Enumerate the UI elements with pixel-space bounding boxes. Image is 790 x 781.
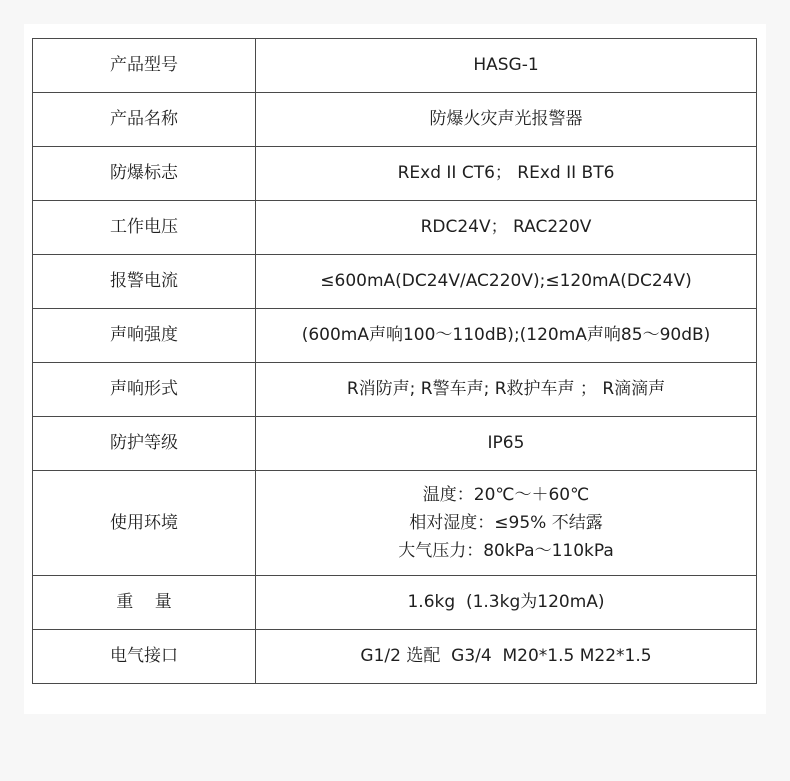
row-label: 使用环境 bbox=[33, 471, 256, 576]
table-row bbox=[33, 201, 757, 255]
row-value: RExd II CT6； RExd II BT6 bbox=[256, 147, 757, 201]
row-value: 防爆火灾声光报警器 bbox=[256, 93, 757, 147]
row-value: R消防声; R警车声; R救护车声 ； R滴滴声 bbox=[256, 363, 757, 417]
table-row bbox=[33, 255, 757, 309]
temperature-line: 温度：20℃～＋60℃ bbox=[422, 484, 590, 505]
table-row bbox=[33, 471, 757, 576]
humidity-line: 相对湿度：≤95% 不结露 bbox=[409, 512, 603, 533]
row-value: ≤600mA(DC24V/AC220V);≤120mA(DC24V) bbox=[256, 255, 757, 309]
row-value: G1/2 选配 G3/4 M20*1.5 M22*1.5 bbox=[256, 630, 757, 684]
table-row bbox=[33, 630, 757, 684]
table-row bbox=[33, 147, 757, 201]
row-label: 防护等级 bbox=[33, 417, 256, 471]
row-value: HASG-1 bbox=[256, 39, 757, 93]
table-row bbox=[33, 576, 757, 630]
row-label: 声响强度 bbox=[33, 309, 256, 363]
row-value: RDC24V； RAC220V bbox=[256, 201, 757, 255]
row-label: 重 量 bbox=[33, 576, 256, 630]
row-value: (600mA声响100～110dB);(120mA声响85～90dB) bbox=[256, 309, 757, 363]
spec-table bbox=[32, 38, 757, 684]
row-value-multiline bbox=[256, 471, 757, 576]
row-label: 声响形式 bbox=[33, 363, 256, 417]
row-label: 产品型号 bbox=[33, 39, 256, 93]
row-label: 防爆标志 bbox=[33, 147, 256, 201]
table-row bbox=[33, 93, 757, 147]
table-row bbox=[33, 417, 757, 471]
row-label: 产品名称 bbox=[33, 93, 256, 147]
row-value: 1.6kg (1.3kg为120mA) bbox=[256, 576, 757, 630]
row-value: IP65 bbox=[256, 417, 757, 471]
row-label: 电气接口 bbox=[33, 630, 256, 684]
table-row bbox=[33, 309, 757, 363]
table-row bbox=[33, 39, 757, 93]
row-label: 工作电压 bbox=[33, 201, 256, 255]
table-row bbox=[33, 363, 757, 417]
pressure-line: 大气压力：80kPa～110kPa bbox=[398, 541, 614, 562]
row-label: 报警电流 bbox=[33, 255, 256, 309]
